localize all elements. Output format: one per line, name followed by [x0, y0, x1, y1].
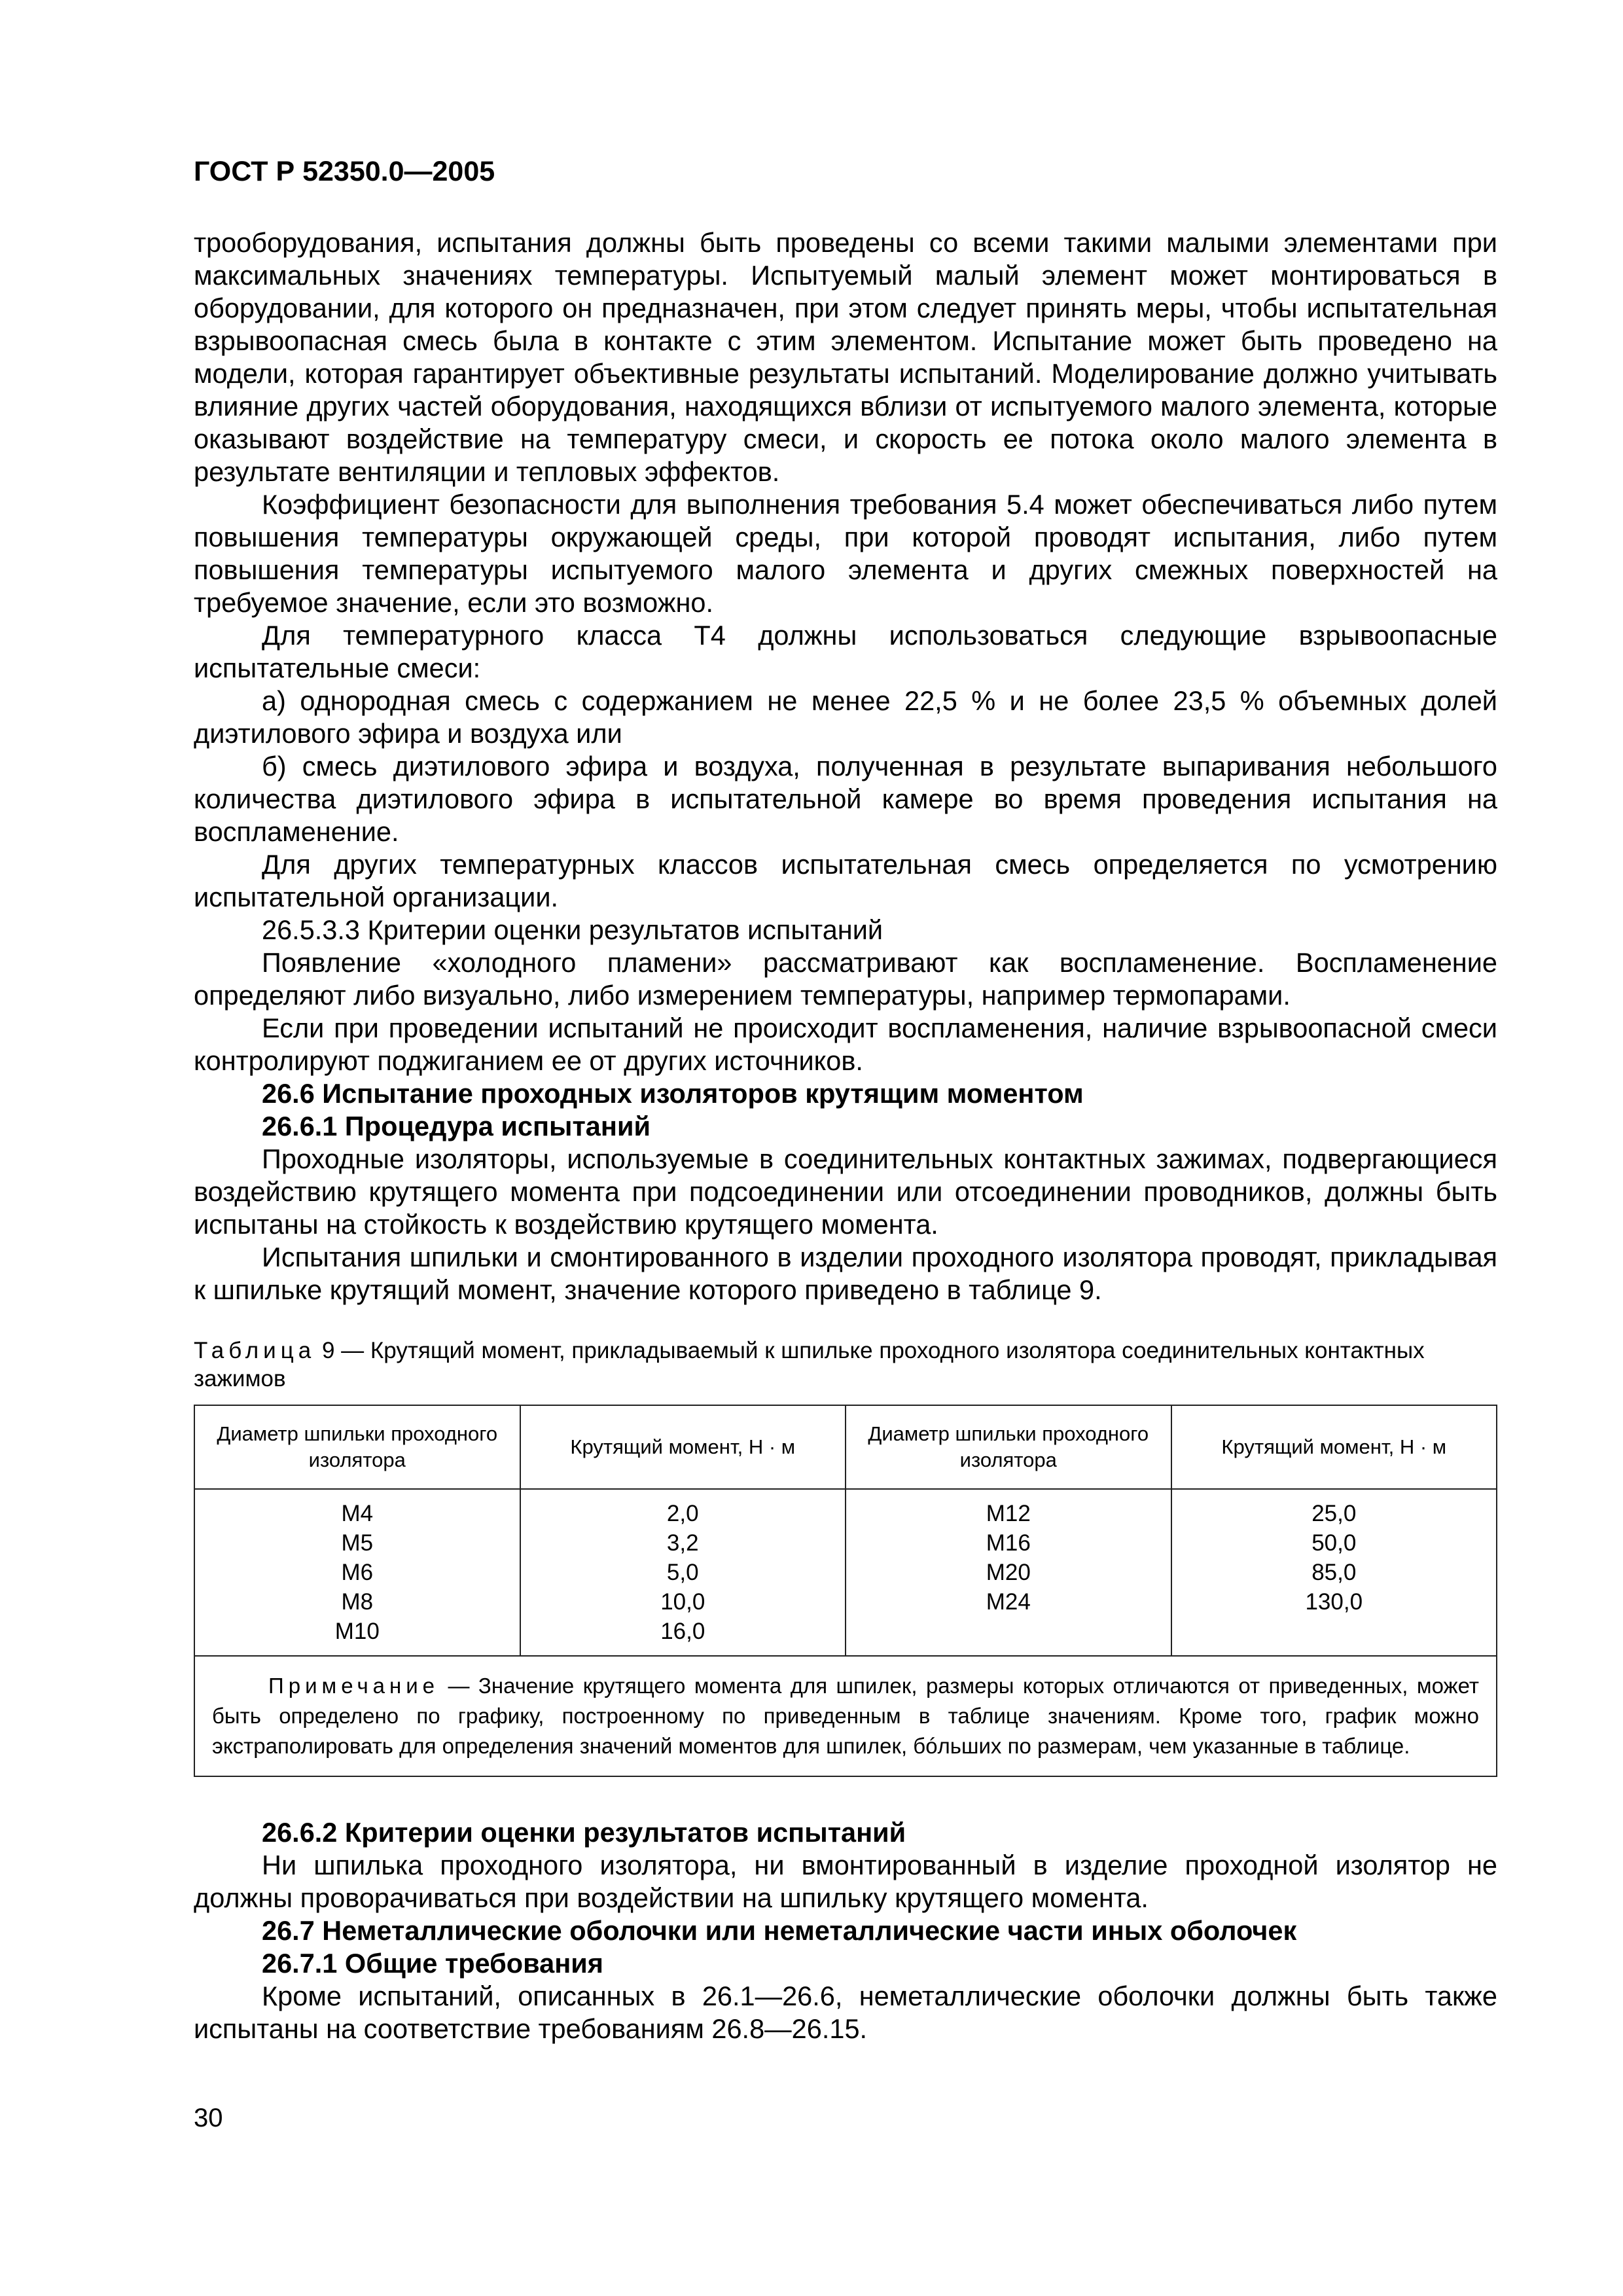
section-heading: 26.6.2 Критерии оценки результатов испытаний [262, 1817, 906, 1848]
paragraph: Испытания шпильки и смонтированного в изделии проходного изолятора проводят, прикладывая к шпильке крутящий момент, значение которого приведено в таблице 9. [194, 1242, 1497, 1305]
table-cell: М5 [341, 1530, 374, 1556]
column-torque-right [1171, 1489, 1497, 1656]
table-cell: 2,0 [666, 1501, 699, 1526]
paragraph: Если при проведении испытаний не происходит воспламенения, наличие взрывоопасной смеси контролируют поджиганием ее от других источников. [194, 1013, 1497, 1076]
paragraph: Для температурного класса Т4 должны использоваться следующие взрывоопасные испытательные смеси: [194, 620, 1497, 683]
paragraph: Коэффициент безопасности для выполнения требования 5.4 может обеспечиваться либо путем повышения температуры окружающей среды, при которой проводят испытания, либо путем повышения температуры испытуемого малого элемента и других смежных поверхностей на требуемое значение, если это возможно. [194, 489, 1497, 618]
table-cell: 3,2 [666, 1530, 699, 1556]
table-caption-label: Таблица [194, 1338, 316, 1363]
table-note [194, 1656, 1497, 1776]
table-cell: 5,0 [666, 1560, 699, 1585]
header-torque: Крутящий момент, Н · м [1171, 1405, 1497, 1489]
table-cell: М24 [986, 1589, 1031, 1615]
document-header: ГОСТ Р 52350.0—2005 [194, 156, 495, 187]
paragraph: Кроме испытаний, описанных в 26.1—26.6, неметаллические оболочки должны быть также испытаны на соответствие требованиям 26.8—26.15. [194, 1981, 1497, 2044]
header-stud-diameter: Диаметр шпильки проходного изолятора [194, 1405, 520, 1489]
paragraph: Для других температурных классов испытательная смесь определяется по усмотрению испытательной организации. [194, 849, 1497, 912]
table-cell: М8 [341, 1589, 374, 1615]
torque-table [194, 1405, 1497, 1777]
section-heading: 26.6 Испытание проходных изоляторов крутящим моментом [262, 1078, 1084, 1109]
header-torque: Крутящий момент, Н · м [520, 1405, 846, 1489]
table-cell: 85,0 [1311, 1560, 1357, 1585]
page-number: 30 [194, 2104, 223, 2132]
table-row [194, 1489, 1497, 1656]
table-cell: М16 [986, 1530, 1031, 1556]
post-table-content [194, 1816, 1497, 2045]
table-cell: М4 [341, 1501, 374, 1526]
paragraph: Проходные изоляторы, используемые в соединительных контактных зажимах, подвергающиеся воздействию крутящего момента при подсоединении или отсоединении проводников, должны быть испытаны на стойкость к воздействию крутящего момента. [194, 1143, 1497, 1240]
page-content [194, 226, 1497, 2045]
section-heading: 26.6.1 Процедура испытаний [262, 1111, 651, 1141]
column-torque-left [520, 1489, 846, 1656]
paragraph: трооборудования, испытания должны быть проведены со всеми такими малыми элементами при максимальных значениях температуры. Испытуемый малый элемент может монтироваться в оборудовании, для которого он предназначен, при этом следует принять меры, чтобы испытательная взрывоопасная смесь была в контакте с этим элементом. Испытание может быть проведено на модели, которая гарантирует объективные результаты испытаний. Моделирование должно учитывать влияние других частей оборудования, находящихся вблизи от испытуемого малого элемента, которые оказывают воздействие на температуру смеси, и скорость ее потока около малого элемента в результате вентиляции и тепловых эффектов. [194, 227, 1497, 487]
table-cell: 10,0 [660, 1589, 705, 1615]
table-cell: М12 [986, 1501, 1031, 1526]
table-cell: М20 [986, 1560, 1031, 1585]
section-heading: 26.7.1 Общие требования [262, 1948, 603, 1979]
subsection-heading: 26.5.3.3 Критерии оценки результатов испытаний [262, 914, 883, 945]
table-cell: 25,0 [1311, 1501, 1357, 1526]
table-cell: 50,0 [1311, 1530, 1357, 1556]
list-item-b: б) смесь диэтилового эфира и воздуха, полученная в результате выпаривания небольшого количества диэтилового эфира в испытательной камере во время проведения испытания на воспламенение. [194, 751, 1497, 847]
table-cell: 130,0 [1305, 1589, 1363, 1615]
table-header-row [194, 1405, 1497, 1489]
table-caption-text: 9 — Крутящий момент, прикладываемый к шпильке проходного изолятора соединительных контактных зажимов [194, 1338, 1425, 1391]
table-caption [194, 1336, 1497, 1393]
column-diameter-left [194, 1489, 520, 1656]
paragraph: Ни шпилька проходного изолятора, ни вмонтированный в изделие проходной изолятор не должны проворачиваться при воздействии на шпильку крутящего момента. [194, 1850, 1497, 1913]
list-item-a: а) однородная смесь с содержанием не менее 22,5 % и не более 23,5 % объемных долей диэтилового эфира и воздуха или [194, 685, 1497, 749]
paragraph: Появление «холодного пламени» рассматривают как воспламенение. Воспламенение определяют либо визуально, либо измерением температуры, например термопарами. [194, 947, 1497, 1011]
header-stud-diameter: Диаметр шпильки проходного изолятора [846, 1405, 1171, 1489]
table-cell: М6 [341, 1560, 374, 1585]
table-cell: М10 [334, 1619, 380, 1644]
section-heading: 26.7 Неметаллические оболочки или неметаллические части иных оболочек [262, 1915, 1297, 1946]
table-note-row [194, 1656, 1497, 1776]
note-label: Примечание [268, 1674, 440, 1698]
note-text: — Значение крутящего момента для шпилек, размеры которых отличаются от приведенных, может быть определено по графику, построенному по приведенным в таблице значениям. Кроме того, график можно экстраполировать для определения значений моментов для шпилек, бóльших по размерам, чем указанные в таблице. [212, 1674, 1479, 1758]
column-diameter-right [846, 1489, 1171, 1656]
table-cell: 16,0 [660, 1619, 705, 1644]
